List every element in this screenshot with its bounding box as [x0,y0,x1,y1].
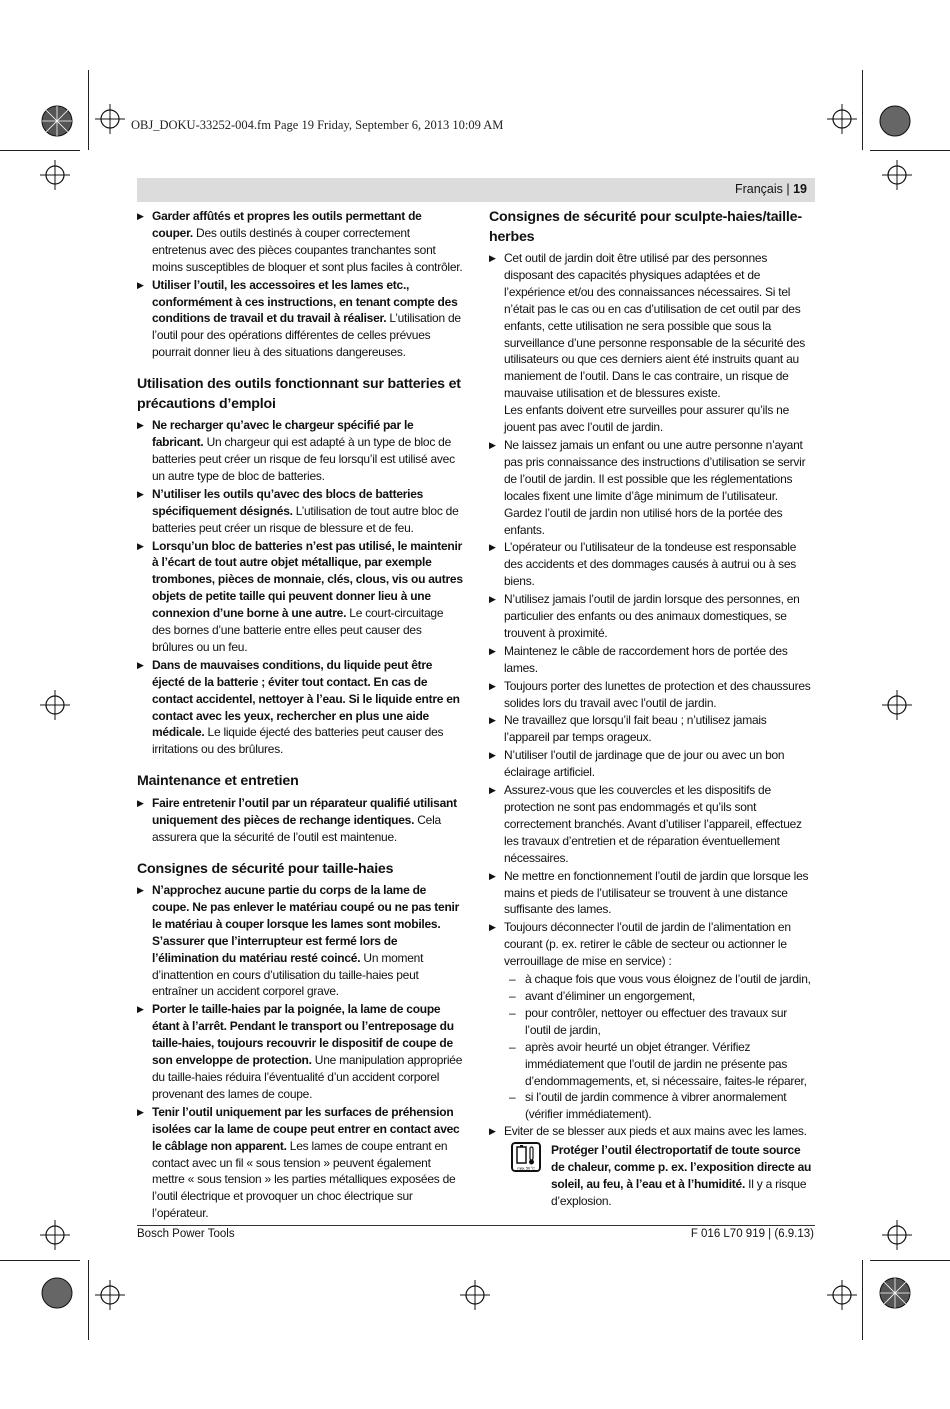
page-header-label [735,182,807,196]
list-item: ▶ Faire entretenir l’outil par un réparateur qualifié utilisant uniquement des pièces de rechange identiques. Cela assurera que la sécurité de l’outil est maintenue. [137,795,463,846]
header-separator: | [782,182,794,196]
list-item: ▶ Maintenez le câble de raccordement hors de portée des lames. [489,643,815,677]
dash-item: – si l’outil de jardin commence à vibrer anormalement (vérifier immédiatement). [489,1089,815,1123]
crop-line [88,1260,89,1340]
dash-item: – avant d’éliminer un engorgement, [489,988,815,1005]
crop-line [862,1260,863,1340]
section-title: Utilisation des outils fonctionnant sur batteries et précautions d’emploi [137,376,461,412]
registration-mark-icon [878,1276,912,1310]
crosshair-mark-icon [40,1220,70,1250]
page-header-bar [137,178,815,202]
crosshair-mark-icon [40,690,70,720]
list-item: ▶ Cet outil de jardin doit être utilisé par des personnes disposant des capacités physiques adaptées et de l’expérience et/ou des connaissances nécessaires. Si tel n’était pas le cas ou en cas d’utilisation de cet outil par des enfants, cette utilisation ne sera possible que sous la surveillance d’une personne responsable de la sécurité des utilisateurs ou que ces derniers aient été instruits quant au maniement de l’outil. Dans le cas contraire, un risque de mauvaise utilisation et de blessures existe. Les enfants doivent etre surveilles pour assurer qu’ils ne jouent pas avec l’outil de jardin. [489,250,815,436]
crop-line [870,1260,950,1261]
crosshair-mark-icon [882,160,912,190]
dash-item: – après avoir heurté un objet étranger. Vérifiez immédiatement que l’outil de jardin ne présente pas d’endommagements, et, si nécessaire, faites-le réparer, [489,1039,815,1090]
list-item: ▶ Assurez-vous que les couvercles et les dispositifs de protection ne sont pas endommagés et qu’ils sont correctement branchés. Avant d’utiliser l’appareil, effectuez les travaux d’entretien et de réparation éventuellement nécessaires. [489,782,815,867]
list-item: ▶ N’utiliser les outils qu’avec des blocs de batteries spécifiquement désignés. L’utilisation de tout autre bloc de batteries peut créer un risque de blessure et de feu. [137,486,463,537]
list-item: ▶ N’utilisez jamais l’outil de jardin lorsque des personnes, en particulier des enfants ou des animaux domestiques, se trouvent à proximité. [489,591,815,642]
registration-mark-icon [40,104,74,138]
crosshair-mark-icon [882,1220,912,1250]
crop-line [0,150,80,151]
crosshair-mark-icon [95,104,125,134]
list-item: ▶ N’approchez aucune partie du corps de la lame de coupe. Ne pas enlever le matériau coupé ou ne pas tenir le matériau à couper lorsque les lames sont mobiles. S’assurer que l’interrupteur est fermé lors de l’élimination du matériau resté coincé. Un moment d’inattention en cours d’utilisation du taille-haies peut entraîner un accident corporel grave. [137,882,463,1000]
file-header: OBJ_DOKU-33252-004.fm Page 19 Friday, September 6, 2013 10:09 AM [131,118,504,132]
list-item: ▶ Porter le taille-haies par la poignée, la lame de coupe étant à l’arrêt. Pendant le transport ou l’entreposage du taille-haies, toujours recouvrir le dispositif de coupe de son enveloppe de protection. Une manipulation appropriée du taille-haies réduira l’éventualité d’un accident corporel provenant des lames de coupe. [137,1001,463,1102]
crop-line [870,150,950,151]
crosshair-mark-icon [827,104,857,134]
warning-text: Il y a risque d’explosion. [551,1176,807,1208]
crop-line [88,70,89,150]
crosshair-mark-icon [40,160,70,190]
list-item: ▶ Toujours porter des lunettes de protection et des chaussures solides lors du travail avec l’outil de jardin. [489,678,815,712]
heat-warning-icon [511,1142,541,1172]
list-item: ▶ Lorsqu’un bloc de batteries n’est pas utilisé, le maintenir à l’écart de tout autre objet métallique, par exemple trombones, pièces de monnaie, clés, clous, vis ou autres objets de petite taille qui peuvent donner lieu à une connexion d’une borne à une autre. Le court-circuitage des bornes d’une batterie entre elles peut causer des brûlures ou un feu. [137,538,463,656]
dash-item: – pour contrôler, nettoyer ou effectuer des travaux sur l’outil de jardin, [489,1005,815,1039]
section-title: Consignes de sécurité pour sculpte-haies/taille-herbes [489,209,802,245]
section-title: Maintenance et entretien [137,773,299,790]
crosshair-mark-icon [882,690,912,720]
list-item: ▶ Ne mettre en fonctionnement l’outil de jardin que lorsque les mains et pieds de l’utilisateur se trouvent à une distance suffisante des lames. [489,868,815,919]
list-item: ▶ Tenir l’outil uniquement par les surfaces de préhension isolées car la lame de coupe peut entrer en contact avec le câblage non apparent. Les lames de coupe entrant en contact avec un fil « sous tension » peuvent également mettre « sous tension » les parties métalliques exposées de l’outil électrique et provoquer un choc électrique sur l’opérateur. [137,1104,463,1222]
left-column [137,208,463,1223]
list-item: ▶ Ne laissez jamais un enfant ou une autre personne n’ayant pas pris connaissance des instructions d’utilisation se servir de l’outil de jardin. Il est possible que les réglementations locales fixent une limite d’âge minimum de l’utilisateur. Gardez l’outil de jardin non utilisé hors de la portée des enfants. [489,437,815,538]
list-item: ▶ Dans de mauvaises conditions, du liquide peut être éjecté de la batterie ; éviter tout contact. En cas de contact accidentel, nettoyer à l’eau. Si le liquide entre en contact avec les yeux, rechercher en plus une aide médicale. Le liquide éjecté des batteries peut causer des irritations ou des brûlures. [137,657,463,758]
list-item: ▶ Ne recharger qu’avec le chargeur spécifié par le fabricant. Un chargeur qui est adapté à un type de bloc de batteries peut créer un risque de feu lorsqu’il est utilisé avec un autre type de bloc de batteries. [137,417,463,485]
footer-doc-number: F 016 L70 919 | (6.9.13) [690,1228,814,1240]
list-item: ▶ Ne travaillez que lorsqu’il fait beau ; n’utilisez jamais l’appareil par temps orageux. [489,712,815,746]
svg-text:max. 50 °C: max. 50 °C [517,1165,535,1171]
page-number: 19 [793,182,807,196]
language-label: Français [734,182,783,196]
right-column [489,208,815,1210]
list-item: ▶ Garder affûtés et propres les outils permettant de couper. Des outils destinés à couper correctement entretenus avec des pièces coupantes tranchantes sont moins susceptibles de bloquer et sont plus faciles à contrôler. [137,208,463,276]
list-item: ▶ Utiliser l’outil, les accessoires et les lames etc., conformément à ces instructions, en tenant compte des conditions de travail et du travail à réaliser. L’utilisation de l’outil pour des opérations différentes de celles prévues pourrait donner lieu à des situations dangereuses. [137,277,463,362]
crosshair-mark-icon [95,1280,125,1310]
list-item: ▶ N’utiliser l’outil de jardinage que de jour ou avec un bon éclairage artificiel. [489,747,815,781]
list-item: ▶ Toujours déconnecter l’outil de jardin de l’alimentation en courant (p. ex. retirer le câble de secteur ou actionner le verrouillage de mise en service) : [489,919,815,970]
list-item: ▶ L’opérateur ou l’utilisateur de la tondeuse est responsable des accidents et des dommages causés à autrui ou à ses biens. [489,539,815,590]
warning-box [489,1142,815,1210]
crop-line [0,1260,80,1261]
registration-mark-icon [878,104,912,138]
item-note: Les enfants doivent etre surveilles pour assurer qu’ils ne jouent pas avec l’outil de jardin. [504,403,789,435]
footer-brand: Bosch Power Tools [137,1228,235,1240]
section-title: Consignes de sécurité pour taille-haies [137,860,394,877]
list-item: ▶ Eviter de se blesser aux pieds et aux mains avec les lames. [489,1123,815,1140]
dash-item: – à chaque fois que vous vous éloignez de l’outil de jardin, [489,971,815,988]
warning-bold: Protéger l’outil électroportatif de toute source de chaleur, comme p. ex. l’exposition directe au soleil, au feu, à l’eau et à l’humidité. [551,1143,812,1191]
registration-mark-icon [40,1276,74,1310]
crop-line [862,70,863,150]
crosshair-mark-icon [827,1280,857,1310]
crosshair-mark-icon [460,1280,490,1310]
footer-rule [137,1225,815,1226]
